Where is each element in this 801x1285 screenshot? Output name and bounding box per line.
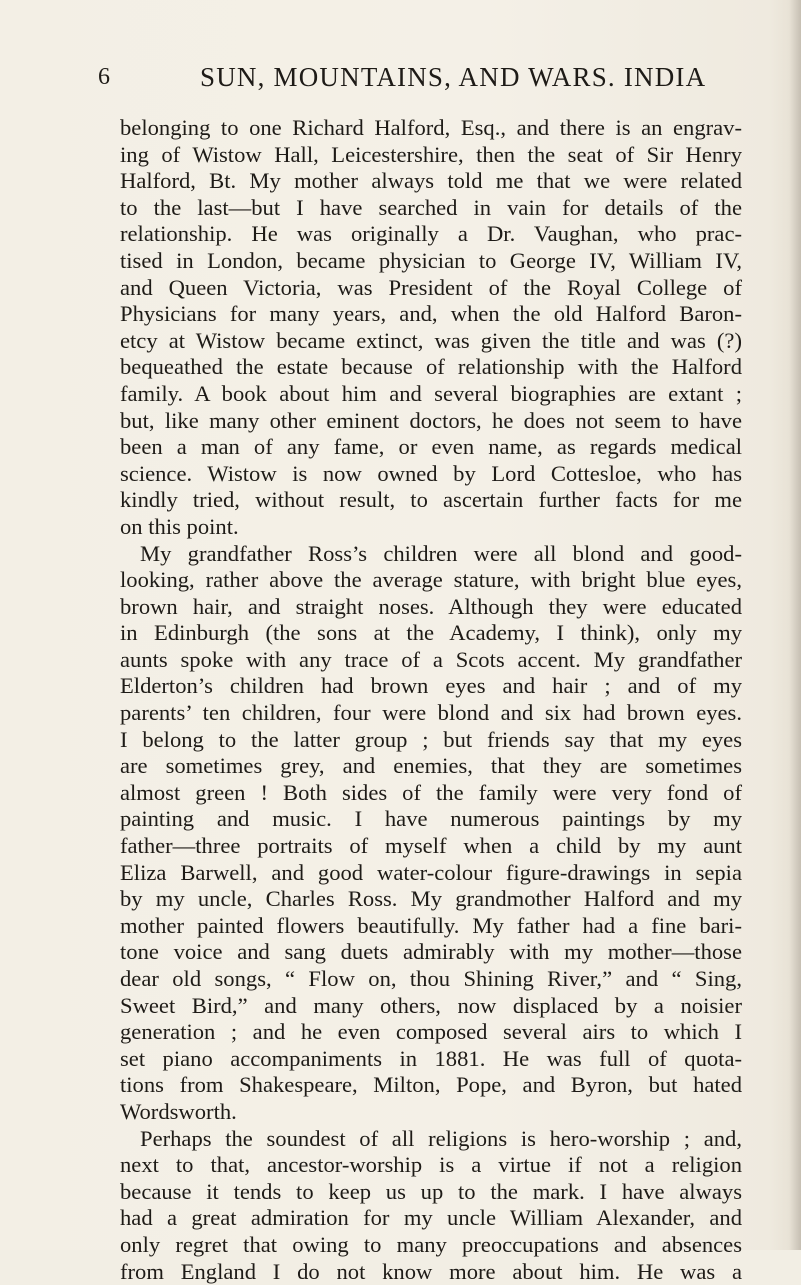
text-line: etcy at Wistow became extinct, was given the title and was (?) — [120, 327, 742, 353]
text-line: Elderton’s children had brown eyes and hair ; and of my — [120, 673, 742, 699]
text-line: but, like many other eminent doctors, he does not seem to have — [120, 407, 742, 433]
text-line: looking, rather above the average stature, with bright blue eyes, — [120, 567, 742, 593]
text-line: father—three portraits of myself when a child by my aunt — [120, 833, 742, 859]
text-line: parents’ ten children, four were blond and six had brown eyes. — [120, 700, 742, 726]
running-title: SUN, MOUNTAINS, AND WARS. INDIA — [200, 62, 707, 92]
text-line: tions from Shakespeare, Milton, Pope, and Byron, but hated — [120, 1072, 742, 1098]
text-line: because it tends to keep us up to the mark. I have always — [120, 1178, 742, 1204]
text-line: kindly tried, without result, to ascertain further facts for me — [120, 487, 742, 513]
text-line: set piano accompaniments in 1881. He was full of quota- — [120, 1045, 742, 1071]
text-line: science. Wistow is now owned by Lord Cottesloe, who has — [120, 460, 742, 486]
paragraph-end-line: Wordsworth. — [120, 1098, 237, 1124]
text-line: painting and music. I have numerous paintings by my — [120, 806, 742, 832]
text-line: I belong to the latter group ; but friends say that my eyes — [120, 726, 742, 752]
text-line: mother painted flowers beautifully. My father had a fine bari- — [120, 912, 742, 938]
text-line: brown hair, and straight noses. Although they were educated — [120, 593, 742, 619]
text-line: almost green ! Both sides of the family were very fond of — [120, 779, 742, 805]
text-line: aunts spoke with any trace of a Scots accent. My grandfather — [120, 646, 742, 672]
text-line: are sometimes grey, and enemies, that they are sometimes — [120, 753, 742, 779]
text-line: had a great admiration for my uncle William Alexander, and — [120, 1205, 742, 1231]
text-line: dear old songs, “ Flow on, thou Shining River,” and “ Sing, — [120, 966, 742, 991]
text-line: only regret that owing to many preoccupations and absences — [120, 1231, 742, 1257]
text-line: next to that, ancestor-worship is a virtue if not a religion — [120, 1152, 742, 1178]
text-line: Halford, Bt. My mother always told me that we were related — [120, 168, 742, 194]
paragraph-start-line: My grandfather Ross’s children were all blond and good- — [140, 540, 742, 566]
text-line: Eliza Barwell, and good water-colour figure-drawings in sepia — [120, 859, 742, 885]
text-line: generation ; and he even composed several airs to which I — [120, 1019, 742, 1045]
page-edge-shadow — [789, 0, 801, 1250]
text-line: to the last—but I have searched in vain for details of the — [120, 194, 742, 220]
text-line: by my uncle, Charles Ross. My grandmother Halford and my — [120, 886, 742, 912]
text-line: tised in London, became physician to George IV, William IV, — [120, 247, 742, 273]
text-line: Physicians for many years, and, when the old Halford Baron- — [120, 301, 742, 327]
body-text — [120, 115, 742, 1285]
text-line: ing of Wistow Hall, Leicestershire, then the seat of Sir Henry — [120, 141, 742, 167]
text-line: family. A book about him and several biographies are extant ; — [120, 380, 742, 406]
text-line: been a man of any fame, or even name, as regards medical — [120, 434, 742, 460]
paragraph-end-line: on this point. — [120, 513, 239, 539]
page-number: 6 — [98, 64, 111, 90]
text-line: Sweet Bird,” and many others, now displaced by a noisier — [120, 992, 742, 1018]
text-line: and Queen Victoria, was President of the Royal College of — [120, 274, 742, 300]
text-line: from England I do not know more about him. He was a — [120, 1258, 742, 1284]
text-line: belonging to one Richard Halford, Esq., and there is an engrav- — [120, 115, 742, 140]
text-line: in Edinburgh (the sons at the Academy, I think), only my — [120, 620, 742, 646]
text-line: bequeathed the estate because of relationship with the Halford — [120, 354, 742, 380]
text-line: relationship. He was originally a Dr. Vaughan, who prac- — [120, 221, 742, 247]
page-header — [98, 62, 707, 102]
text-line: tone voice and sang duets admirably with my mother—those — [120, 939, 742, 965]
paragraph-start-line: Perhaps the soundest of all religions is hero-worship ; and, — [140, 1125, 742, 1151]
